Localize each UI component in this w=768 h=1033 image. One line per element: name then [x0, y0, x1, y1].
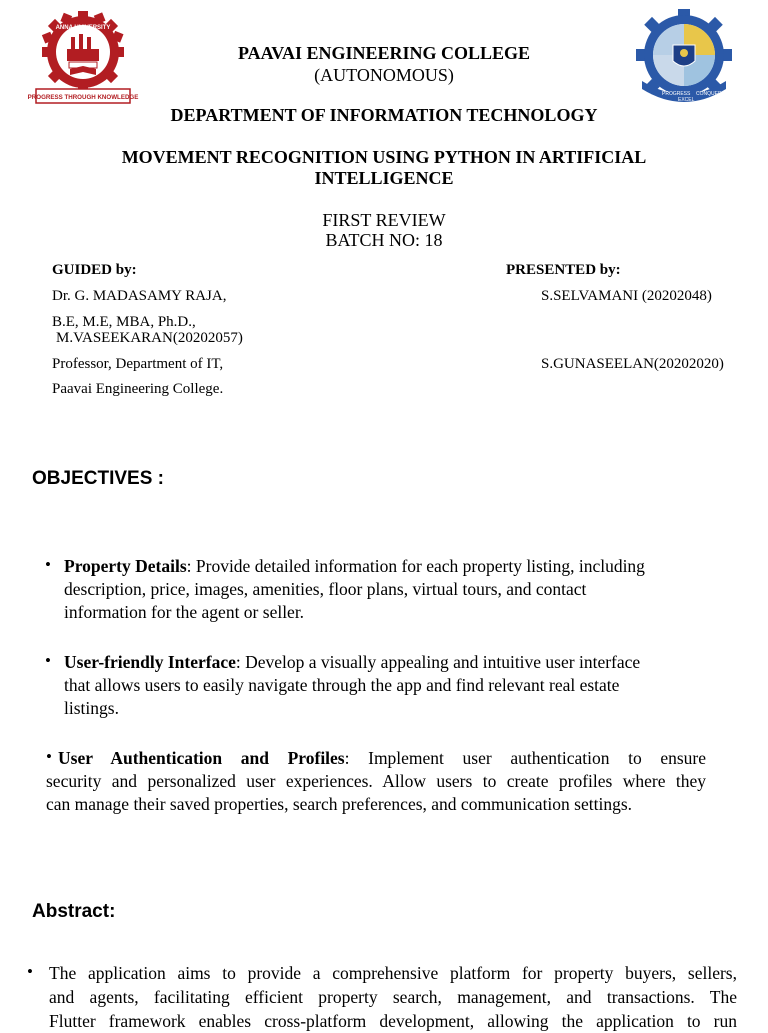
team-member-gunaseelan: S.GUNASEELAN(20202020) [541, 356, 724, 372]
college-name: PAAVAI ENGINEERING COLLEGE [237, 43, 531, 63]
svg-text:CONQUER: CONQUER [696, 91, 722, 97]
abstract-line: and agents, facilitating efficient property search, management, and transactions. The [49, 987, 737, 1007]
department-title: DEPARTMENT OF INFORMATION TECHNOLOGY [170, 105, 598, 125]
objective-text: : Provide detailed information for each property listing, including [186, 556, 645, 576]
objective-line: listings. [64, 698, 119, 718]
bullet-icon: • [46, 747, 52, 766]
objective-line: that allows users to easily navigate through the app and find relevant real estate [64, 675, 620, 695]
abstract-heading: Abstract: [32, 901, 116, 922]
abstract-line: The application aims to provide a comprehensive platform for property buyers, sellers, [49, 963, 737, 983]
bullet-icon: • [45, 651, 51, 670]
objective-line: description, price, images, amenities, floor plans, virtual tours, and contact [64, 579, 587, 599]
svg-text:ANNA UNIVERSITY: ANNA UNIVERSITY [55, 25, 111, 31]
abstract-line: Flutter framework enables cross-platform development, allowing the application to run [49, 1011, 737, 1031]
project-title: MOVEMENT RECOGNITION USING PYTHON IN ARTIFICIAL INTELLIGENCE [121, 147, 647, 188]
objective-title: User-friendly Interface [64, 652, 236, 672]
objective-line: information for the agent or seller. [64, 602, 305, 622]
guided-by-label: GUIDED by: [52, 262, 137, 278]
bullet-icon: • [45, 555, 51, 574]
objective-text: : Develop a visually appealing and intuitive user interface [235, 652, 641, 672]
guide-name: Dr. G. MADASAMY RAJA, [52, 288, 227, 304]
objective-title: Property Details [64, 556, 187, 576]
bullet-icon: • [27, 962, 33, 981]
team-member-vaseekaran: M.VASEEKARAN(20202057) [56, 330, 243, 346]
team-member-selvamani: S.SELVAMANI (20202048) [541, 288, 712, 304]
objective-line [64, 651, 714, 674]
objective-line [64, 555, 714, 578]
objective-text: : Implement user authentication to ensure [344, 748, 706, 768]
batch-number: BATCH NO: 18 [325, 230, 443, 250]
guide-college: Paavai Engineering College. [52, 381, 224, 397]
svg-text:PROGRESS: PROGRESS [662, 91, 691, 97]
review-label: FIRST REVIEW [322, 210, 446, 230]
presented-by-label: PRESENTED by: [506, 262, 621, 278]
objective-line: security and personalized user experiences. Allow users to create profiles where they [46, 771, 706, 791]
objective-line: can manage their saved properties, search preferences, and communication settings. [46, 794, 633, 814]
guide-degrees: B.E, M.E, MBA, Ph.D., [52, 314, 196, 330]
svg-text:PROGRESS THROUGH KNOWLEDGE: PROGRESS THROUGH KNOWLEDGE [27, 94, 139, 101]
objective-title: User Authentication and Profiles [58, 748, 345, 768]
guide-role: Professor, Department of IT, [52, 356, 224, 372]
objective-line [58, 747, 706, 770]
objectives-heading: OBJECTIVES : [32, 468, 164, 489]
autonomous-label: (AUTONOMOUS) [314, 65, 454, 85]
svg-text:EXCEL: EXCEL [678, 97, 695, 103]
